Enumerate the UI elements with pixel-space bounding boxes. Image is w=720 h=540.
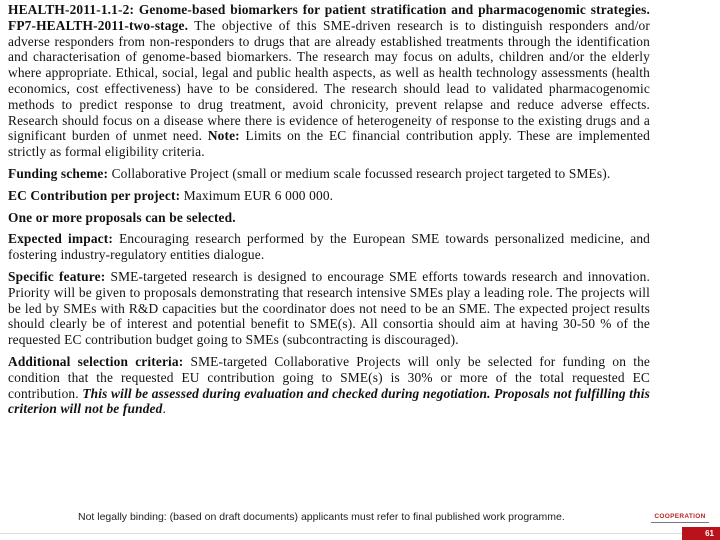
cooperation-logo xyxy=(651,509,709,523)
feature-paragraph xyxy=(8,269,650,348)
contribution-text: Maximum EUR 6 000 000. xyxy=(183,187,334,203)
document-body xyxy=(8,2,650,423)
selection-paragraph xyxy=(8,210,650,226)
footer-divider xyxy=(0,533,682,534)
disclaimer-note: Not legally binding: (based on draft documents) applicants must refer to final published work programme. xyxy=(78,511,565,523)
note-label: Note: xyxy=(207,128,240,144)
feature-label: Specific feature: xyxy=(8,268,106,284)
contribution-paragraph xyxy=(8,188,650,204)
criteria-text: SME-targeted Collaborative Projects will only be selected for funding on the condition that the requested EU contribution going to SME(s) is 30% or more of the total requested EC contribution. xyxy=(8,353,651,401)
cooperation-logo-text: COOPERATION xyxy=(654,512,706,520)
criteria-label: Additional selection criteria: xyxy=(8,353,184,369)
criteria-paragraph xyxy=(8,354,650,417)
page-number-badge xyxy=(682,527,720,540)
criteria-end: . xyxy=(162,401,166,417)
note-text: Limits on the EC financial contribution apply. These are implemented strictly as formal eligibility criteria. xyxy=(8,128,650,160)
page-number: 61 xyxy=(705,529,714,538)
topic-title: Genome-based biomarkers for patient stratification and pharmacogenomic strategies. FP7-HEALTH-2011-two-stage. xyxy=(8,2,651,33)
topic-body: The objective of this SME-driven research is to distinguish responders and/or adverse responders from non-responders to drugs that are already established treatments through the identification and characterisation of genome-based biomarkers. The research may focus on adults, children and/or the elderly where appropriate. Ethical, social, legal and public health aspects, as well as health technology assessments (health economics, cost effectiveness) have to be considered. The research should lead to validated pharmacogenomic methods to predict response to drug treatment, avoid chronicity, prevent relapse and reduce adverse effects. Research should focus on a disease where there is evidence of heterogeneity of response to the existing drugs and a significant burden of unmet need. xyxy=(8,17,650,144)
logo-underline xyxy=(651,522,709,523)
funding-text: Collaborative Project (small or medium scale focussed research project targeted to SMEs). xyxy=(111,165,611,181)
criteria-emphasis: This will be assessed during evaluation and checked during negotiation. Proposals not fulfilling this criterion will not be funded xyxy=(8,385,651,417)
impact-label: Expected impact: xyxy=(8,231,113,247)
selection-text: One or more proposals can be selected. xyxy=(8,209,236,225)
funding-label: Funding scheme: xyxy=(8,165,109,181)
topic-code: HEALTH-2011-1.1-2: xyxy=(8,2,135,17)
contribution-label: EC Contribution per project: xyxy=(8,187,181,203)
topic-paragraph xyxy=(8,2,650,160)
impact-text: Encouraging research performed by the European SME towards personalized medicine, and fostering industry-regulatory entities dialogue. xyxy=(8,231,651,263)
funding-paragraph xyxy=(8,166,650,182)
impact-paragraph xyxy=(8,231,650,263)
feature-text: SME-targeted research is designed to encourage SME efforts towards research and innovation. Priority will be given to proposals demonstrating that research intensive SMEs play a leading role. The projects will be led by SMEs with R&D capacities but the coordinator does not need to be an SME. The expected project results should clearly be of interest and potential benefit to SME(s). All consortia should aim at having 30-50 % of the requested EC contribution budget going to SMEs (subcontracting is discouraged). xyxy=(8,268,650,348)
